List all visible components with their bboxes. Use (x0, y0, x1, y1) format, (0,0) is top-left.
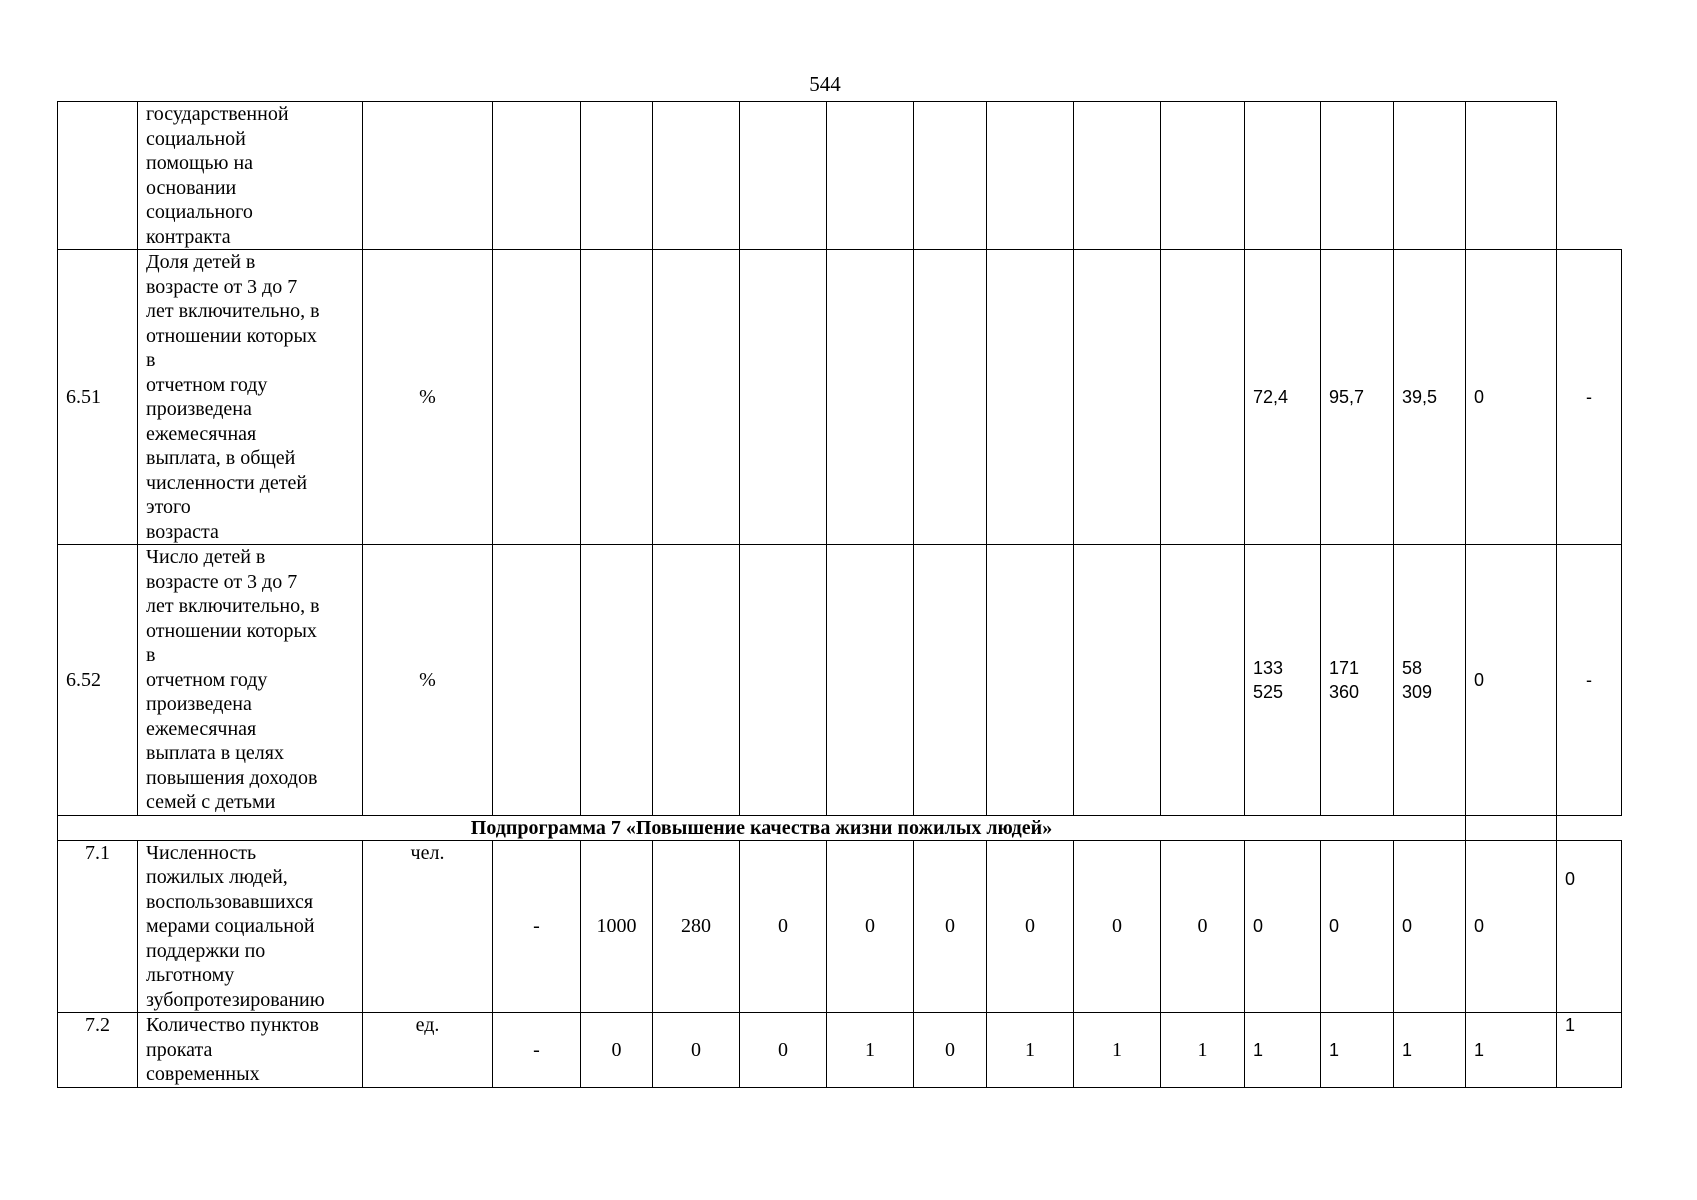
unit-cell: чел. (363, 840, 493, 1013)
value-cell: 0 (914, 1013, 987, 1088)
row-number: 7.1 (58, 840, 138, 1013)
value-cell: 1 (1161, 1013, 1245, 1088)
value-cell: 0 (1466, 250, 1557, 545)
value-cell: 1 (1466, 1013, 1557, 1088)
value-cell: 39,5 (1394, 250, 1466, 545)
value-cell: 58 309 (1394, 545, 1466, 816)
value-cell: - (1557, 250, 1622, 545)
value-cell: 0 (1245, 840, 1321, 1013)
value-cell: - (493, 1013, 581, 1088)
table-row (58, 840, 1622, 1013)
unit-cell: % (363, 545, 493, 816)
table-row (58, 102, 1622, 250)
value-cell: 0 (1466, 840, 1557, 1013)
value-cell: 0 (1466, 545, 1557, 816)
unit-cell (363, 102, 493, 250)
value-cell: 1 (1074, 1013, 1161, 1088)
value-cell: - (493, 840, 581, 1013)
value-cell: 0 (1394, 840, 1466, 1013)
row-number: 6.52 (58, 545, 138, 816)
value-cell: 1 (1321, 1013, 1394, 1088)
row-number (58, 102, 138, 250)
indicator-name: Число детей в возрасте от 3 до 7 лет включительно, в отношении которых в отчетном году произведена ежемесячная выплата в целях повышения доходов семей с детьми (138, 545, 363, 816)
subprogram-row (58, 815, 1622, 840)
value-cell: 280 (653, 840, 740, 1013)
value-cell: 0 (1321, 840, 1394, 1013)
value-cell: 0 (827, 840, 914, 1013)
value-cell: 0 (1161, 840, 1245, 1013)
value-cell: 1 (827, 1013, 914, 1088)
page-number: 544 (809, 72, 841, 96)
value-cell: 1 (1557, 1013, 1622, 1088)
value-cell: 0 (1074, 840, 1161, 1013)
value-cell: 1 (1394, 1013, 1466, 1088)
value-cell: 133 525 (1245, 545, 1321, 816)
indicator-name: государственной социальной помощью на основании социального контракта (138, 102, 363, 250)
indicator-name: Численность пожилых людей, воспользовавшихся мерами социальной поддержки по льготному зубопротезированию (138, 840, 363, 1013)
table-row (58, 250, 1622, 545)
row-number: 6.51 (58, 250, 138, 545)
indicator-name: Доля детей в возрасте от 3 до 7 лет включительно, в отношении которых в отчетном году произведена ежемесячная выплата, в общей численности детей этого возраста (138, 250, 363, 545)
table-row (58, 1013, 1622, 1088)
value-cell: 0 (740, 840, 827, 1013)
indicators-table (57, 101, 1622, 1088)
value-cell: - (1557, 545, 1622, 816)
unit-cell: ед. (363, 1013, 493, 1088)
value-cell: 171 360 (1321, 545, 1394, 816)
value-cell: 72,4 (1245, 250, 1321, 545)
value-cell: 0 (653, 1013, 740, 1088)
value-cell: 1 (1245, 1013, 1321, 1088)
value-cell: 0 (740, 1013, 827, 1088)
value-cell: 0 (914, 840, 987, 1013)
row-number: 7.2 (58, 1013, 138, 1088)
subprogram-title: Подпрограмма 7 «Повышение качества жизни пожилых людей» (58, 815, 1466, 840)
value-cell: 1000 (581, 840, 653, 1013)
unit-cell: % (363, 250, 493, 545)
value-cell: 95,7 (1321, 250, 1394, 545)
indicator-name: Количество пунктов проката современных (138, 1013, 363, 1088)
value-cell: 1 (987, 1013, 1074, 1088)
value-cell: 0 (581, 1013, 653, 1088)
table-row (58, 545, 1622, 816)
value-cell: 0 (1557, 840, 1622, 1013)
value-cell: 0 (987, 840, 1074, 1013)
